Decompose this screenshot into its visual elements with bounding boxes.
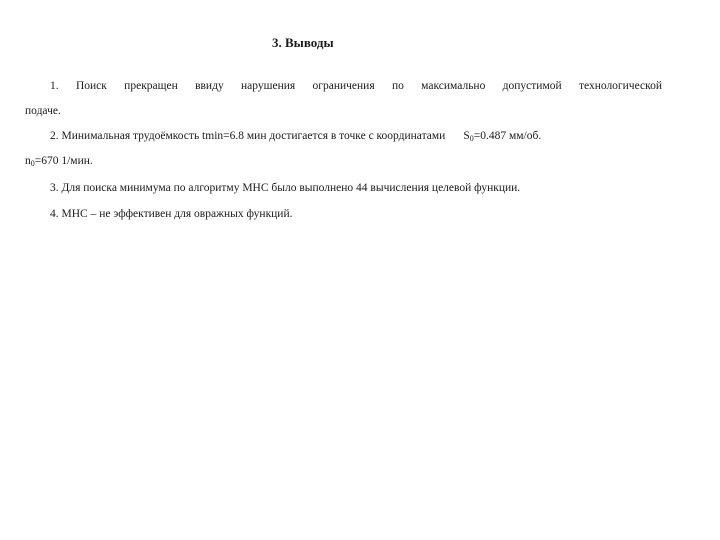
section-title: 3. Выводы	[272, 35, 334, 50]
conclusion-2-line-2	[25, 155, 93, 168]
conclusion-1-line-1: 1. Поиск прекращен ввиду нарушения ограничения по максимально допустимой технологической	[50, 80, 662, 92]
feed-symbol: S	[463, 130, 470, 142]
conclusion-3: 3. Для поиска минимума по алгоритму МНС было выполнено 44 вычисления целевой функции.	[50, 182, 521, 194]
conclusion-2-line-1	[50, 130, 541, 143]
speed-symbol: n	[25, 155, 31, 167]
speed-subscript: 0	[30, 159, 35, 168]
conclusion-4: 4. МНС – не эффективен для овражных функций.	[50, 208, 293, 220]
conclusion-1-line-2: подаче.	[25, 105, 61, 117]
feed-subscript: 0	[469, 134, 474, 143]
conclusion-2-text: 2. Минимальная трудоёмкость tmin=6.8 мин достигается в точке с координатами	[50, 130, 446, 142]
speed-value: =670 1/мин.	[34, 155, 93, 167]
feed-value: =0.487 мм/об.	[473, 130, 542, 142]
